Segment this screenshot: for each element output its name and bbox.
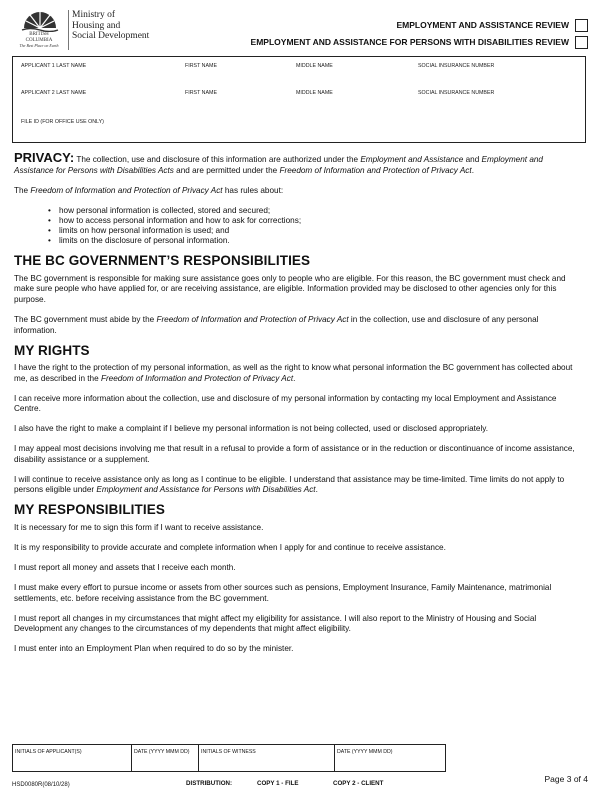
- ministry-name: [72, 10, 149, 42]
- applicant-info-box: [12, 56, 586, 143]
- page-number: Page 3 of 4: [544, 774, 588, 784]
- gov-act-name: Freedom of Information and Protection of Privacy Act: [156, 314, 349, 324]
- list-item: • limits on how personal information is used; and: [48, 226, 582, 236]
- review-option-ea: [396, 18, 588, 32]
- sun-crest-icon: [20, 8, 60, 32]
- applicant2-middle-name-field[interactable]: MIDDLE NAME: [296, 90, 333, 96]
- review-pwd-checkbox[interactable]: [575, 36, 588, 49]
- resp-paragraph-5: I must report all changes in my circumstances that might affect my eligibility for assistance. I will also report to the Ministry of Housing and Social Development any changes to the circumstances of my dependents that might affect eligibility.: [14, 613, 537, 634]
- file-id-field[interactable]: FILE ID (FOR OFFICE USE ONLY): [21, 119, 104, 125]
- list-item: • limits on the disclosure of personal information.: [48, 236, 582, 246]
- rules-act-name: Freedom of Information and Protection of Privacy Act: [30, 186, 223, 196]
- ministry-line-1: Ministry of: [72, 10, 116, 20]
- my-responsibilities-heading: MY RESPONSIBILITIES: [14, 502, 165, 518]
- privacy-statement: [14, 150, 582, 176]
- review-ea-label: EMPLOYMENT AND ASSISTANCE REVIEW: [396, 20, 569, 30]
- rights-text: I have the right to the protection of my personal information, as well as the right to know what personal information the BC government has collected about me, as described in the: [14, 363, 573, 383]
- rights-act-name: Freedom of Information and Protection of Privacy Act: [100, 373, 294, 383]
- privacy-text: and are permitted under the: [173, 165, 280, 175]
- privacy-rules-intro: [14, 186, 582, 197]
- rights-paragraph-4: I may appeal most decisions involving me that result in a refusal to provide a form of assistance or in the reduction or discontinuance of income assistance, disability assistance or a supplement.: [14, 444, 575, 464]
- applicant1-last-name-field[interactable]: APPLICANT 1 LAST NAME: [21, 63, 87, 69]
- gov-paragraph-2: [14, 315, 582, 336]
- applicant1-middle-name-field[interactable]: MIDDLE NAME: [296, 63, 333, 69]
- signature-box: [12, 744, 446, 772]
- resp-paragraph-1: It is necessary for me to sign this form if I want to receive assistance.: [14, 523, 264, 532]
- header-divider: [68, 10, 69, 50]
- rights-text: I will continue to receive assistance only as long as I continue to be eligible. I understand that assistance may be time-limited. Time limits do not apply to persons eligible under: [14, 474, 565, 495]
- rights-act-name: Employment and Assistance for Persons with Disabilities Act: [96, 485, 316, 495]
- copy-client-label: COPY 2 - CLIENT: [333, 780, 384, 787]
- privacy-act-name: Freedom of Information and Protection of Privacy Act: [279, 165, 472, 175]
- form-body: [14, 150, 582, 664]
- form-header: [14, 8, 588, 54]
- applicant1-sin-field[interactable]: SOCIAL INSURANCE NUMBER: [418, 63, 495, 69]
- applicant1-first-name-field[interactable]: FIRST NAME: [185, 63, 217, 69]
- list-item: • how to access personal information and how to ask for corrections;: [48, 216, 582, 226]
- distribution-label: DISTRIBUTION:: [186, 780, 233, 787]
- date-applicant-field[interactable]: DATE (YYYY MMM DD): [132, 745, 199, 771]
- privacy-text: and: [463, 155, 482, 164]
- resp-paragraph-2: It is my responsibility to provide accurate and complete information when I apply for and continue to receive assistance.: [14, 542, 446, 552]
- logo-line-1: BRITISH: [29, 32, 49, 37]
- resp-paragraph-6: I must enter into an Employment Plan when required to do so by the minister.: [14, 644, 294, 654]
- review-pwd-label: EMPLOYMENT AND ASSISTANCE FOR PERSONS WITH DISABILITIES REVIEW: [250, 37, 569, 47]
- resp-paragraph-4: I must make every effort to pursue income or assets from other sources such as pensions, Employment Insurance, Family Maintenance, matrimonial settlements, etc. before receiving assistance from the BC government.: [14, 582, 552, 603]
- rights-paragraph-3: I also have the right to make a complaint if I believe my personal information is not being collected, used or disclosed appropriately.: [14, 424, 489, 434]
- logo-tagline: The Best Place on Earth: [19, 43, 59, 48]
- gov-paragraph-1: The BC government is responsible for making sure assistance goes only to people who are eligible. For this reason, the BC government must check and make sure people who have applied for, or are receiving assistance, are eligible. Information provided may be disclosed to other agencies only for this purpose.: [14, 273, 566, 304]
- list-item: • how personal information is collected, stored and secured;: [48, 206, 582, 216]
- gov-text: in the collection, use and disclosure of any personal information.: [14, 314, 539, 335]
- gov-text: The BC government must abide by the: [14, 314, 157, 324]
- privacy-text: .: [471, 165, 474, 175]
- privacy-heading: PRIVACY:: [14, 150, 75, 165]
- rights-text: .: [293, 373, 296, 383]
- ministry-line-2: Housing and: [72, 20, 121, 31]
- resp-paragraph-3: I must report all money and assets that I receive each month.: [14, 562, 236, 572]
- rights-text: .: [315, 485, 318, 495]
- my-rights-heading: MY RIGHTS: [14, 342, 90, 358]
- applicant2-sin-field[interactable]: SOCIAL INSURANCE NUMBER: [418, 90, 495, 96]
- initials-witness-field[interactable]: INITIALS OF WITNESS: [199, 745, 335, 771]
- date-witness-field[interactable]: DATE (YYYY MMM DD): [337, 749, 393, 755]
- rights-paragraph-1: [14, 363, 582, 384]
- review-option-pwd: [251, 35, 588, 49]
- copy-file-label: COPY 1 - FILE: [257, 780, 299, 787]
- review-ea-checkbox[interactable]: [575, 19, 588, 32]
- privacy-act-name: Employment and Assistance: [360, 155, 464, 164]
- logo-line-2: COLUMBIA: [25, 37, 53, 43]
- rights-paragraph-5: [14, 475, 582, 496]
- privacy-text: The collection, use and disclosure of this information are authorized under the: [74, 155, 361, 164]
- applicant2-last-name-field[interactable]: APPLICANT 2 LAST NAME: [21, 90, 87, 96]
- rights-paragraph-2: I can receive more information about the collection, use and disclosure of my personal information by contacting my local Employment and Assistance Centre.: [14, 393, 557, 414]
- ministry-line-3: Social Development: [72, 31, 150, 41]
- privacy-rules-list: [48, 206, 582, 246]
- privacy-act-name: Employment and Assistance for Persons with Disabilities Acts: [14, 155, 543, 175]
- initials-applicant-field[interactable]: INITIALS OF APPLICANT(S): [13, 745, 132, 771]
- applicant2-first-name-field[interactable]: FIRST NAME: [185, 90, 217, 96]
- gov-responsibilities-heading: THE BC GOVERNMENT’S RESPONSIBILITIES: [14, 253, 311, 269]
- bc-logo: [14, 8, 66, 54]
- rules-text: The: [14, 186, 31, 196]
- form-code: HSD0080R(08/10/28): [12, 782, 70, 788]
- rules-text: has rules about:: [222, 186, 284, 196]
